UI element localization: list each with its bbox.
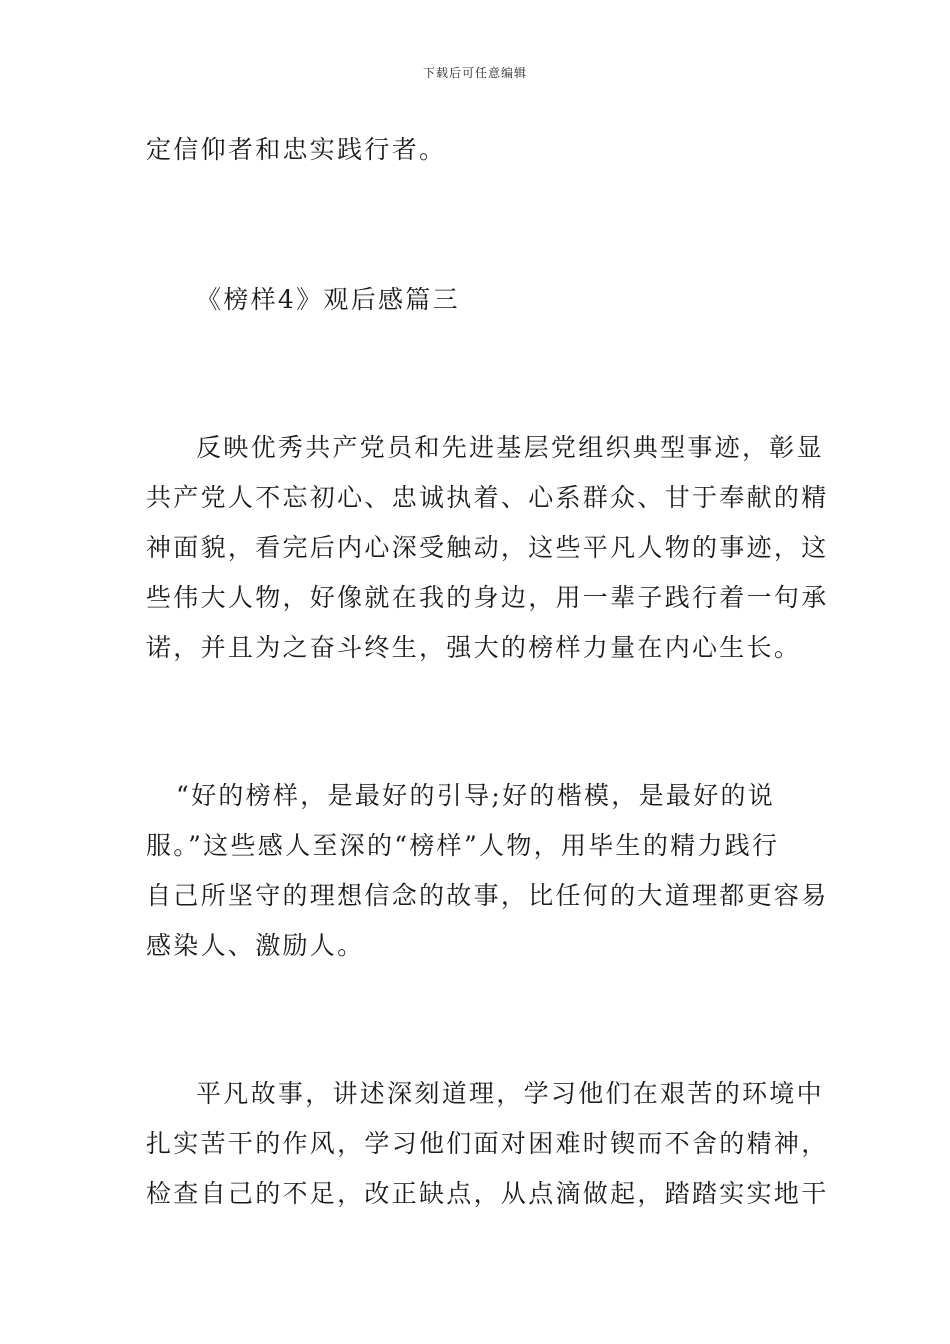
paragraph-1-line-5: 诺，并且为之奋斗终生，强大的榜样力量在内心生长。 <box>146 633 802 662</box>
paragraph-2-line-3: 自己所坚守的理想信念的故事，比任何的大道理都更容易 <box>146 881 829 910</box>
paragraph-3-line-3: 检查自己的不足，改正缺点，从点滴做起，踏踏实实地干 <box>146 1179 829 1208</box>
paragraph-2-line-2: 服。”这些感人至深的“榜样”人物，用毕生的精力践行 <box>146 831 780 860</box>
paragraph-1-line-2: 共产党人不忘初心、忠诚执着、心系群众、甘于奉献的精 <box>146 483 829 512</box>
page-header: 下载后可任意编辑 <box>422 66 527 80</box>
text-line-continuation: 定信仰者和忠实践行者。 <box>146 135 447 164</box>
section-heading: 《榜样4》观后感篇三 <box>196 285 460 314</box>
paragraph-3-line-1: 平凡故事，讲述深刻道理，学习他们在艰苦的环境中 <box>196 1079 824 1108</box>
paragraph-2-line-1: “好的榜样，是最好的引导;好的楷模，是最好的说 <box>176 781 776 810</box>
paragraph-1-line-4: 些伟大人物，好像就在我的身边，用一辈子践行着一句承 <box>146 583 829 612</box>
paragraph-2-line-4: 感染人、激励人。 <box>146 931 365 960</box>
paragraph-3-line-2: 扎实苦干的作风，学习他们面对困难时锲而不舍的精神， <box>146 1129 829 1158</box>
paragraph-1-line-1: 反映优秀共产党员和先进基层党组织典型事迹，彰显 <box>196 433 824 462</box>
paragraph-1-line-3: 神面貌，看完后内心深受触动，这些平凡人物的事迹，这 <box>146 533 829 562</box>
